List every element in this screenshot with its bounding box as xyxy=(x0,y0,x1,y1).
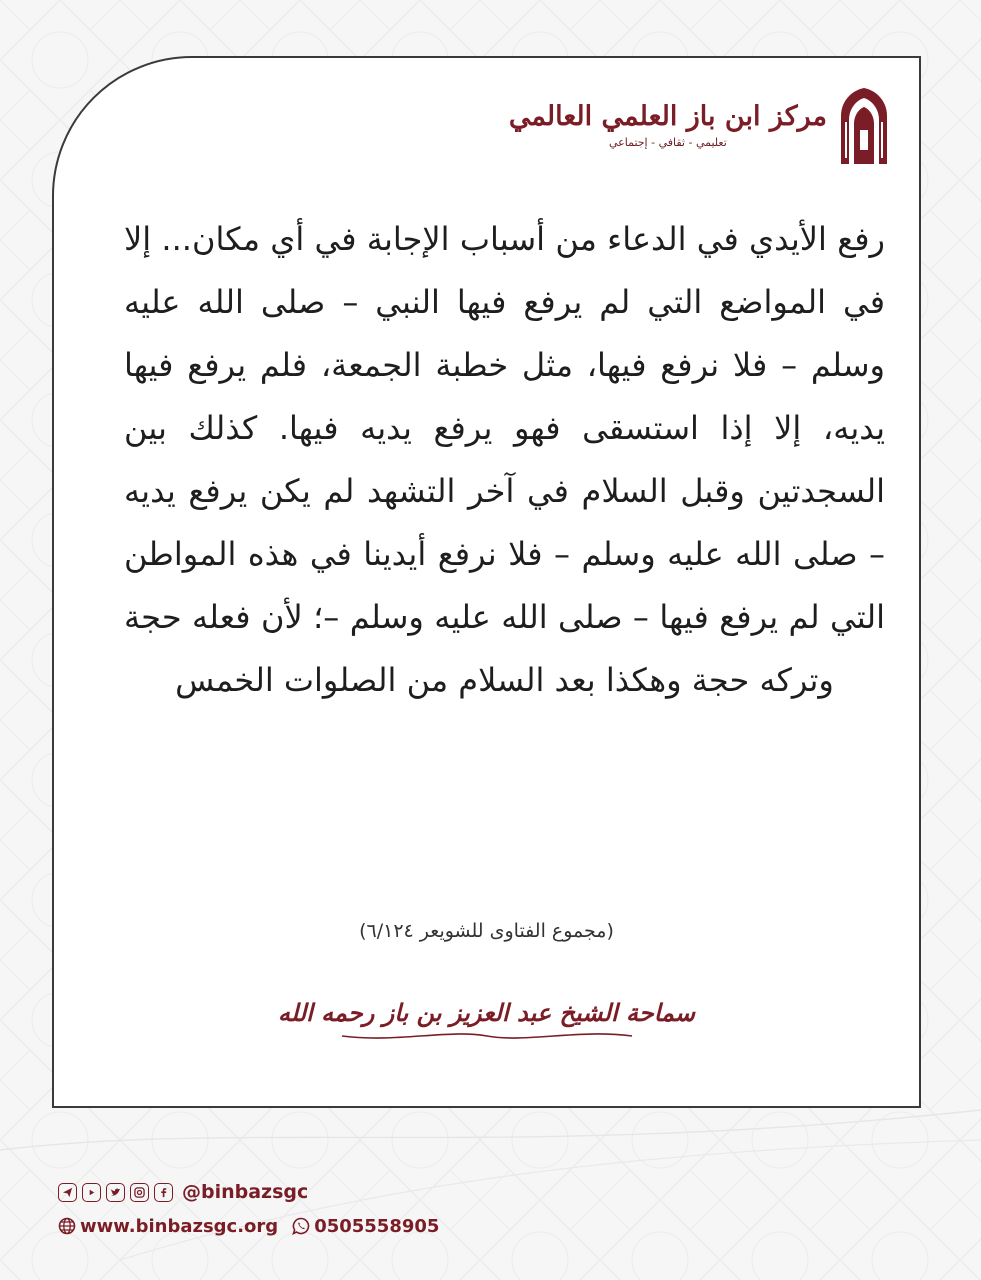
twitter-icon[interactable] xyxy=(106,1183,125,1202)
phone-link[interactable] xyxy=(292,1216,439,1237)
globe-icon xyxy=(58,1217,76,1235)
telegram-icon[interactable] xyxy=(58,1183,77,1202)
content-card xyxy=(52,56,921,1108)
logo-name: مركز ابن باز العلمي العالمي xyxy=(508,101,827,133)
contact-info xyxy=(58,1214,439,1238)
whatsapp-icon xyxy=(292,1217,310,1235)
signature-flourish xyxy=(337,1029,637,1043)
facebook-icon[interactable] xyxy=(154,1183,173,1202)
signature-text: سماحة الشيخ عبد العزيز بن باز رحمه الله xyxy=(278,998,695,1027)
social-links xyxy=(58,1180,439,1204)
signature-calligraphy xyxy=(54,998,919,1043)
phone-text: 0505558905 xyxy=(314,1215,440,1237)
source-citation: (مجموع الفتاوى للشويعر ٦/١٢٤) xyxy=(359,920,614,942)
instagram-icon[interactable] xyxy=(130,1183,149,1202)
fatwa-text: رفع الأيدي في الدعاء من أسباب الإجابة في أي مكان... إلا في المواضع التي لم يرفع فيها النبي – صلى الله عليه وسلم – فلا نرفع فيها، مثل خطبة الجمعة، فلم يرفع فيها يديه، إلا إذا استسقى فهو يرفع يديه فيها. كذلك بين السجدتين وقبل السلام في آخر التشهد لم يكن يرفع يديه – صلى الله عليه وسلم – فلا نرفع أيدينا في هذه المواطن التي لم يرفع فيها – صلى الله عليه وسلم –؛ لأن فعله حجة وتركه حجة وهكذا بعد السلام من الصلوات الخمس xyxy=(124,220,885,699)
logo-tagline: تعليمي - ثقافي - إجتماعي xyxy=(609,135,727,149)
center-logo xyxy=(509,86,891,164)
logo-text xyxy=(509,101,827,148)
footer xyxy=(58,1180,439,1238)
social-handle[interactable]: @binbazsgc xyxy=(182,1181,309,1203)
mosque-arch-icon xyxy=(837,86,891,164)
website-link[interactable] xyxy=(58,1216,278,1237)
website-text: www.binbazsgc.org xyxy=(80,1215,279,1237)
youtube-icon[interactable] xyxy=(82,1183,101,1202)
